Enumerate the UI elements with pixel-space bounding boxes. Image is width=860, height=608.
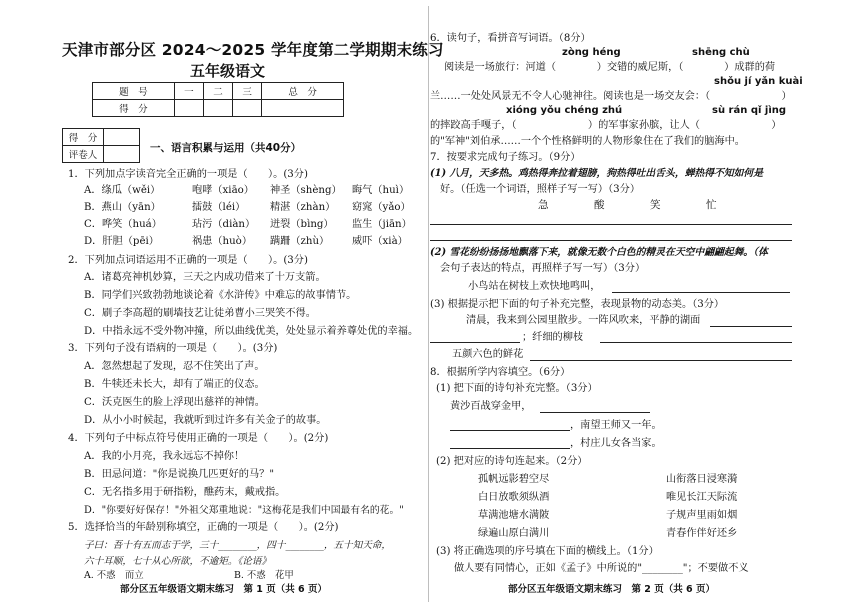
q5-option-row: [84, 571, 294, 580]
q8-stem: 8．根据所学内容填空。（6分）: [430, 367, 571, 378]
q6-line: 阅读是一场旅行：河道（ ）交错的威尼斯，（ ）成群的荷: [444, 62, 776, 73]
score-cell[interactable]: [203, 100, 232, 117]
exam-subtitle: 五年级语文: [190, 62, 266, 80]
q4-option[interactable]: D．"你要好好保存！"外祖父郑重地说："这梅花是我们中国最有名的花。": [84, 505, 404, 516]
q7-part2: (2) 雪花纷纷扬扬地飘落下来，就像无数个白色的精灵在天空中翩翩起舞。（体: [430, 247, 768, 258]
q1-option: 蹒跚（zhù）: [270, 236, 330, 247]
score-header: 二: [203, 83, 232, 100]
answer-line[interactable]: [430, 342, 520, 343]
q1-option: 迸裂（bìng）: [270, 219, 334, 230]
q1-option-row: [84, 203, 411, 213]
score-table: [92, 82, 344, 117]
q7-part2: 会句子表达的特点，再照样子写一写）（3分）: [440, 263, 646, 274]
q2-stem: 2．下列加点词语运用不正确的一项是（ ）。(3分): [68, 255, 308, 266]
q1-option-row: [84, 220, 412, 230]
q7-word: 酸: [594, 199, 605, 211]
right-page: [430, 0, 860, 608]
pinyin-prompt: xióng yǒu chéng zhú: [506, 105, 623, 116]
grader-cell[interactable]: [104, 146, 140, 163]
q7-part3: 五颜六色的鲜花: [452, 349, 524, 360]
answer-line[interactable]: [540, 412, 650, 413]
answer-line[interactable]: [450, 448, 570, 449]
q1-option: 神圣（shèng）: [270, 185, 342, 196]
page-footer: 部分区五年级语文期末练习 第 1 页（共 6 页）: [120, 584, 327, 595]
q1-option: 祸患（huò）: [192, 236, 253, 247]
q7-part1: 好。（任选一个词语，照样子写一写）（3分）: [440, 184, 641, 195]
q6-line: 兰……一处处风景无不令人心驰神往。阅读也是一场交友会：（ ）: [430, 91, 792, 102]
score-header: 总 分: [262, 83, 344, 100]
poem-left[interactable]: 白日放歌须纵酒: [478, 492, 550, 503]
q1-option[interactable]: A．绦瓜（wěi）: [84, 185, 161, 196]
grader-score-label: 得 分: [63, 129, 104, 146]
q4-option[interactable]: C．无名指多用于研指粉，醮药末，戴戒指。: [84, 487, 286, 498]
q7-part3: (3) 根据提示把下面的句子补充完整，表现景物的动态美。（3分）: [430, 299, 725, 310]
q3-option[interactable]: C．沃克医生的脸上浮现出慈祥的神情。: [84, 397, 265, 408]
answer-line[interactable]: [450, 430, 570, 431]
q3-option[interactable]: A．忽然想起了发现，忍不住笑出了声。: [84, 361, 265, 372]
q5-quote: 子曰：吾十有五而志于学，三十________，四十________，五十知天命，: [84, 540, 391, 551]
q3-option[interactable]: D．从小小时候起，我就听到过许多有关金子的故事。: [84, 415, 327, 426]
pinyin-prompt: sù rán qǐ jìng: [712, 105, 787, 116]
section-heading: 一、语言积累与运用（共40分）: [150, 142, 302, 154]
q1-option: 玷污（diàn）: [192, 219, 256, 230]
poem-line: ，南望王师又一年。: [570, 420, 662, 431]
pinyin-prompt: shēng chù: [692, 47, 750, 58]
q4-stem: 4．下列句子中标点符号使用正确的一项是（ ）。(2分): [68, 433, 329, 444]
q7-part3: ；纤细的柳枝: [522, 332, 584, 343]
q1-option-row: [84, 237, 408, 247]
q7-word: 笑: [650, 199, 661, 211]
q5-option[interactable]: A. 不惑 而立: [84, 570, 144, 581]
q3-stem: 3．下列句子没有语病的一项是（ ）。(3分): [68, 343, 278, 354]
q5-quote: 六十耳顺，七十从心所欲，不逾矩。《论语》: [84, 556, 272, 567]
q5-option[interactable]: B. 不惑 花甲: [234, 570, 294, 581]
answer-line[interactable]: [430, 240, 792, 241]
q2-option[interactable]: D．中指永远不受外物冲撞，所以曲线优美，处处显示着养尊处优的幸福。: [84, 326, 419, 337]
score-cell[interactable]: [174, 100, 203, 117]
score-cell[interactable]: [262, 100, 344, 117]
exam-title: 天津市部分区 2024～2025 学年度第二学期期末练习: [62, 41, 444, 59]
answer-line[interactable]: [530, 360, 792, 361]
q4-option[interactable]: A．我的小月亮，我永远忘不掉你！: [84, 451, 245, 462]
q1-option: 精湛（zhàn）: [270, 202, 336, 213]
pinyin-prompt: zòng héng: [562, 47, 621, 58]
poem-right[interactable]: 唯见长江天际流: [666, 492, 738, 503]
q1-option-row: [84, 186, 409, 196]
poem-right[interactable]: 青春作伴好还乡: [666, 528, 738, 539]
grader-label: 评卷人: [63, 146, 104, 163]
poem-left[interactable]: 草满池塘水满陂: [478, 510, 550, 521]
poem-right[interactable]: 子规声里雨如烟: [666, 510, 738, 521]
poem-right[interactable]: 山衔落日浸寒漪: [666, 474, 738, 485]
q6-line: 的"军神"刘伯承……一个个性格鲜明的人物形象住在了我们的脑海中。: [430, 136, 745, 147]
q7-part3: 清晨，我来到公园里散步。一阵风吹来，平静的湖面: [466, 315, 701, 326]
answer-line[interactable]: [600, 342, 792, 343]
q1-option[interactable]: C．哗笑（huá）: [84, 219, 162, 230]
q7-word: 急: [538, 199, 549, 211]
q2-option[interactable]: C．刷子李高超的刷墙技艺让徒弟曹小三哭笑不得。: [84, 308, 316, 319]
score-row-label: 得 分: [93, 100, 175, 117]
q6-stem: 6．读句子，看拼音写词语。（8分）: [430, 33, 591, 44]
score-header: 题 号: [93, 83, 175, 100]
q7-word-row: [538, 200, 717, 211]
q2-option[interactable]: A．诸葛亮神机妙算，三天之内成功借来了十万支箭。: [84, 272, 326, 283]
page-footer: 部分区五年级语文期末练习 第 2 页（共 6 页）: [508, 584, 715, 595]
q8-part1: (1) 把下面的诗句补充完整。（3分）: [436, 383, 598, 394]
answer-line[interactable]: [710, 326, 792, 327]
score-header: 一: [174, 83, 203, 100]
q1-option: 擂鼓（léi）: [192, 202, 246, 213]
grader-box: [62, 128, 140, 163]
q5-stem: 5．选择恰当的年龄别称填空，正确的一项是（ ）。(2分): [68, 522, 339, 533]
q8-part3: (3) 将正确选项的序号填在下面的横线上。（1分）: [436, 546, 659, 557]
poem-left[interactable]: 孤帆远影碧空尽: [478, 474, 550, 485]
pinyin-prompt: shǒu jí yǎn kuài: [714, 76, 803, 87]
q1-option: 威吓（xià）: [352, 236, 408, 247]
poem-line: ，村庄儿女各当家。: [570, 438, 662, 449]
q6-line: 的摔跤高手嘎子，（ ）的军事家孙膑，让人（ ）: [430, 120, 782, 131]
q8-part3-line: 做人要有同情心，正如《孟子》中所说的"________"；不要做不义: [454, 563, 749, 574]
score-cell[interactable]: [233, 100, 262, 117]
q3-option[interactable]: B．牛犊还未长大，却有了端正的仪态。: [84, 379, 265, 390]
q1-stem: 1．下列加点字读音完全正确的一项是（ ）。(3分): [68, 169, 308, 180]
q1-option: 窈窕（yǎo）: [352, 202, 411, 213]
q2-option[interactable]: B．同学们兴致勃勃地谈论着《水浒传》中难忘的故事情节。: [84, 290, 357, 301]
q1-option: 咆哮（xiāo）: [192, 185, 254, 196]
q1-option[interactable]: B．燕山（yān）: [84, 202, 161, 213]
poem-line: 黄沙百战穿金甲，: [450, 401, 532, 412]
poem-left[interactable]: 绿遍山原白满川: [478, 528, 550, 539]
grader-score-cell[interactable]: [104, 129, 140, 146]
answer-line[interactable]: [430, 224, 792, 225]
q4-option[interactable]: B．田忌问道："你是说换几匹更好的马？": [84, 469, 275, 480]
q7-part1: (1) 八月，天多热。鸡热得奔拉着翅膀，狗热得吐出舌头，蝉热得不知如何是: [430, 168, 763, 179]
q1-option: 晦气（huì）: [352, 185, 410, 196]
q8-part2: (2) 把对应的诗句连起来。（2分）: [436, 456, 588, 467]
answer-line[interactable]: [612, 292, 790, 293]
q7-stem: 7．按要求完成句子练习。（9分）: [430, 152, 581, 163]
q1-option[interactable]: D．肝胆（pēi）: [84, 236, 159, 247]
q7-part2: 小鸟站在树枝上欢快地鸣叫，: [468, 281, 601, 292]
score-header: 三: [233, 83, 262, 100]
q1-option: 监生（jiān）: [352, 219, 412, 230]
q7-word: 忙: [706, 199, 717, 211]
